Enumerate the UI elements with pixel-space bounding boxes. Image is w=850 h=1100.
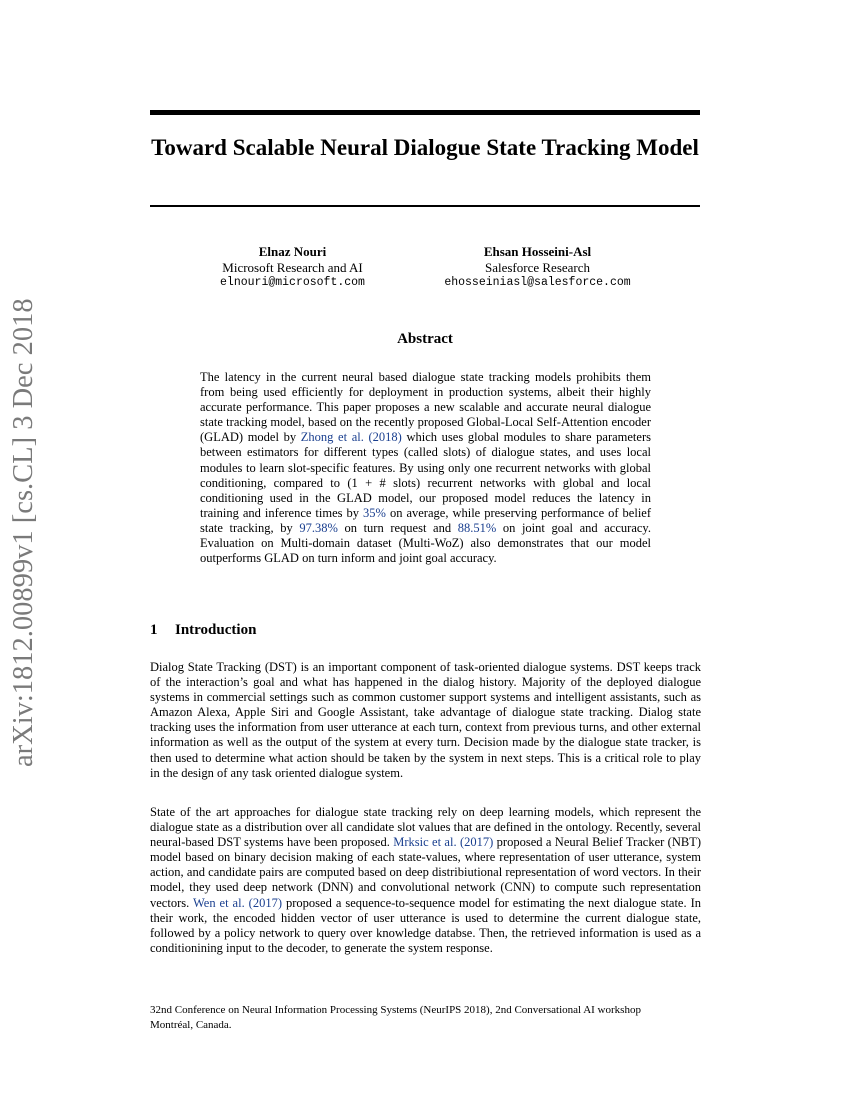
percent-value: 88.51% xyxy=(457,520,497,535)
author-email: ehosseiniasl@salesforce.com xyxy=(444,276,631,289)
section-number: 1 xyxy=(150,622,158,638)
citation-link-mrksic[interactable]: Mrksic et al. (2017) xyxy=(393,835,494,850)
footnote-line: Montréal, Canada. xyxy=(150,1018,232,1031)
percent-value: 35% xyxy=(363,505,386,520)
footnote-line: 32nd Conference on Neural Information Processing Systems (NeurIPS 2018), 2nd Conversational AI workshop xyxy=(150,1004,641,1016)
abstract-text-part: which uses global modules to share parameters between estimators for different types (called slots) of dialogue states, and uses local modules to learn slot-specific features. By using only one recurrent networks with global conditioning, compared to (1 + # slots) recurrent networks with global and local conditioning used in the GLAD model, our proposed model reduces the latency in training and inference times by xyxy=(200,430,651,520)
paper-title: Toward Scalable Neural Dialogue State Tracking Model xyxy=(151,135,699,160)
conference-footnote xyxy=(150,1003,710,1032)
abstract-text-part: on turn request and xyxy=(337,520,458,535)
author-block-1 xyxy=(190,244,395,291)
abstract-text-part: on joint goal and accuracy. Evaluation on Multi-domain dataset (Multi-WoZ) also demonstrates that our model outperforms GLAD on turn inform and joint goal accuracy. xyxy=(200,520,651,566)
title-top-rule xyxy=(150,110,700,115)
citation-year[interactable]: 2017 xyxy=(464,835,490,850)
author-name: Ehsan Hosseini-Asl xyxy=(483,244,592,259)
author-email: elnouri@microsoft.com xyxy=(220,276,365,289)
citation-link-wen[interactable]: Wen et al. (2017) xyxy=(192,895,283,910)
percent-value: 97.38% xyxy=(299,520,338,535)
citation-author[interactable]: Zhong et al. xyxy=(300,430,364,445)
abstract-text-part: on average, while preserving performance of belief state tracking, by xyxy=(200,505,652,535)
arxiv-stamp: arXiv:1812.00899v1 [cs.CL] 3 Dec 2018 xyxy=(8,298,39,767)
citation-year[interactable]: 2017 xyxy=(252,895,278,910)
paragraph-text-part: State of the art approaches for dialogue state tracking rely on deep learning models, which represent the dialogue state as a distribution over all candidate slot values that are defined in the ontology. Recently, several neural-based DST systems have been proposed. xyxy=(150,805,701,850)
citation-author[interactable]: Mrksic et al. xyxy=(393,835,457,850)
abstract-text xyxy=(200,370,651,566)
citation-link-zhong[interactable]: Zhong et al. (2018) xyxy=(300,430,402,445)
paragraph-text-part: proposed a sequence-to-sequence model for estimating the next dialogue state. In their work, the encoded hidden vector of user utterance is used to determine the current dialogue state, followed by a policy network to query over knowledge databse. Then, the retrieved information is used as a conditionining input to the decoder, to generate the system response. xyxy=(150,895,701,955)
author-affiliation: Microsoft Research and AI xyxy=(222,259,363,275)
author-affiliation: Salesforce Research xyxy=(484,259,591,275)
section-title: Introduction xyxy=(175,622,257,638)
intro-paragraph-1: Dialog State Tracking (DST) is an important component of task-oriented dialogue systems. DST keeps track of the interaction’s goal and what has happened in the dialog history. Majority of the deployed dialogue systems in commercial settings such as common customer support systems and intelligent assistants, such as Amazon Alexa, Apple Siri and Google Assistant, take advantage of dialogue state tracking. Dialog state tracking uses the information from user utterance at each turn, context from previous turns, and other external information as well as the output of the system at every turn. Decision made by the dialogue state tracker, is then used to determine what action should be taken by the system in next steps. This is a critical role to play in the design of any task oriented dialogue system. xyxy=(150,660,701,780)
title-bottom-rule xyxy=(150,205,700,207)
citation-author[interactable]: Wen et al. xyxy=(192,895,245,910)
citation-year[interactable]: 2018 xyxy=(372,430,398,445)
intro-paragraph-2 xyxy=(150,805,701,956)
paragraph-text-part: proposed a Neural Belief Tracker (NBT) model based on binary decision making of each state-values, where representation of user utterance, system action, and candidate pairs are computed based on deep distribiutional representation of word vectors. In their model, they used deep network (DNN) and convolutional network (CNN) to compute such representation vectors. xyxy=(150,835,701,910)
author-name: Elnaz Nouri xyxy=(258,244,327,259)
abstract-heading: Abstract xyxy=(397,331,453,347)
abstract-text-part: The latency in the current neural based dialogue state tracking models prohibits them from being used efficiently for deployment in production systems, albeit their highly accurate performance. This paper proposes a new scalable and accurate neural dialogue state tracking model, based on the recently proposed Global-Local Self-Attention encoder (GLAD) model by xyxy=(200,370,651,445)
section-heading-introduction xyxy=(150,622,256,639)
author-block-2 xyxy=(425,244,650,291)
